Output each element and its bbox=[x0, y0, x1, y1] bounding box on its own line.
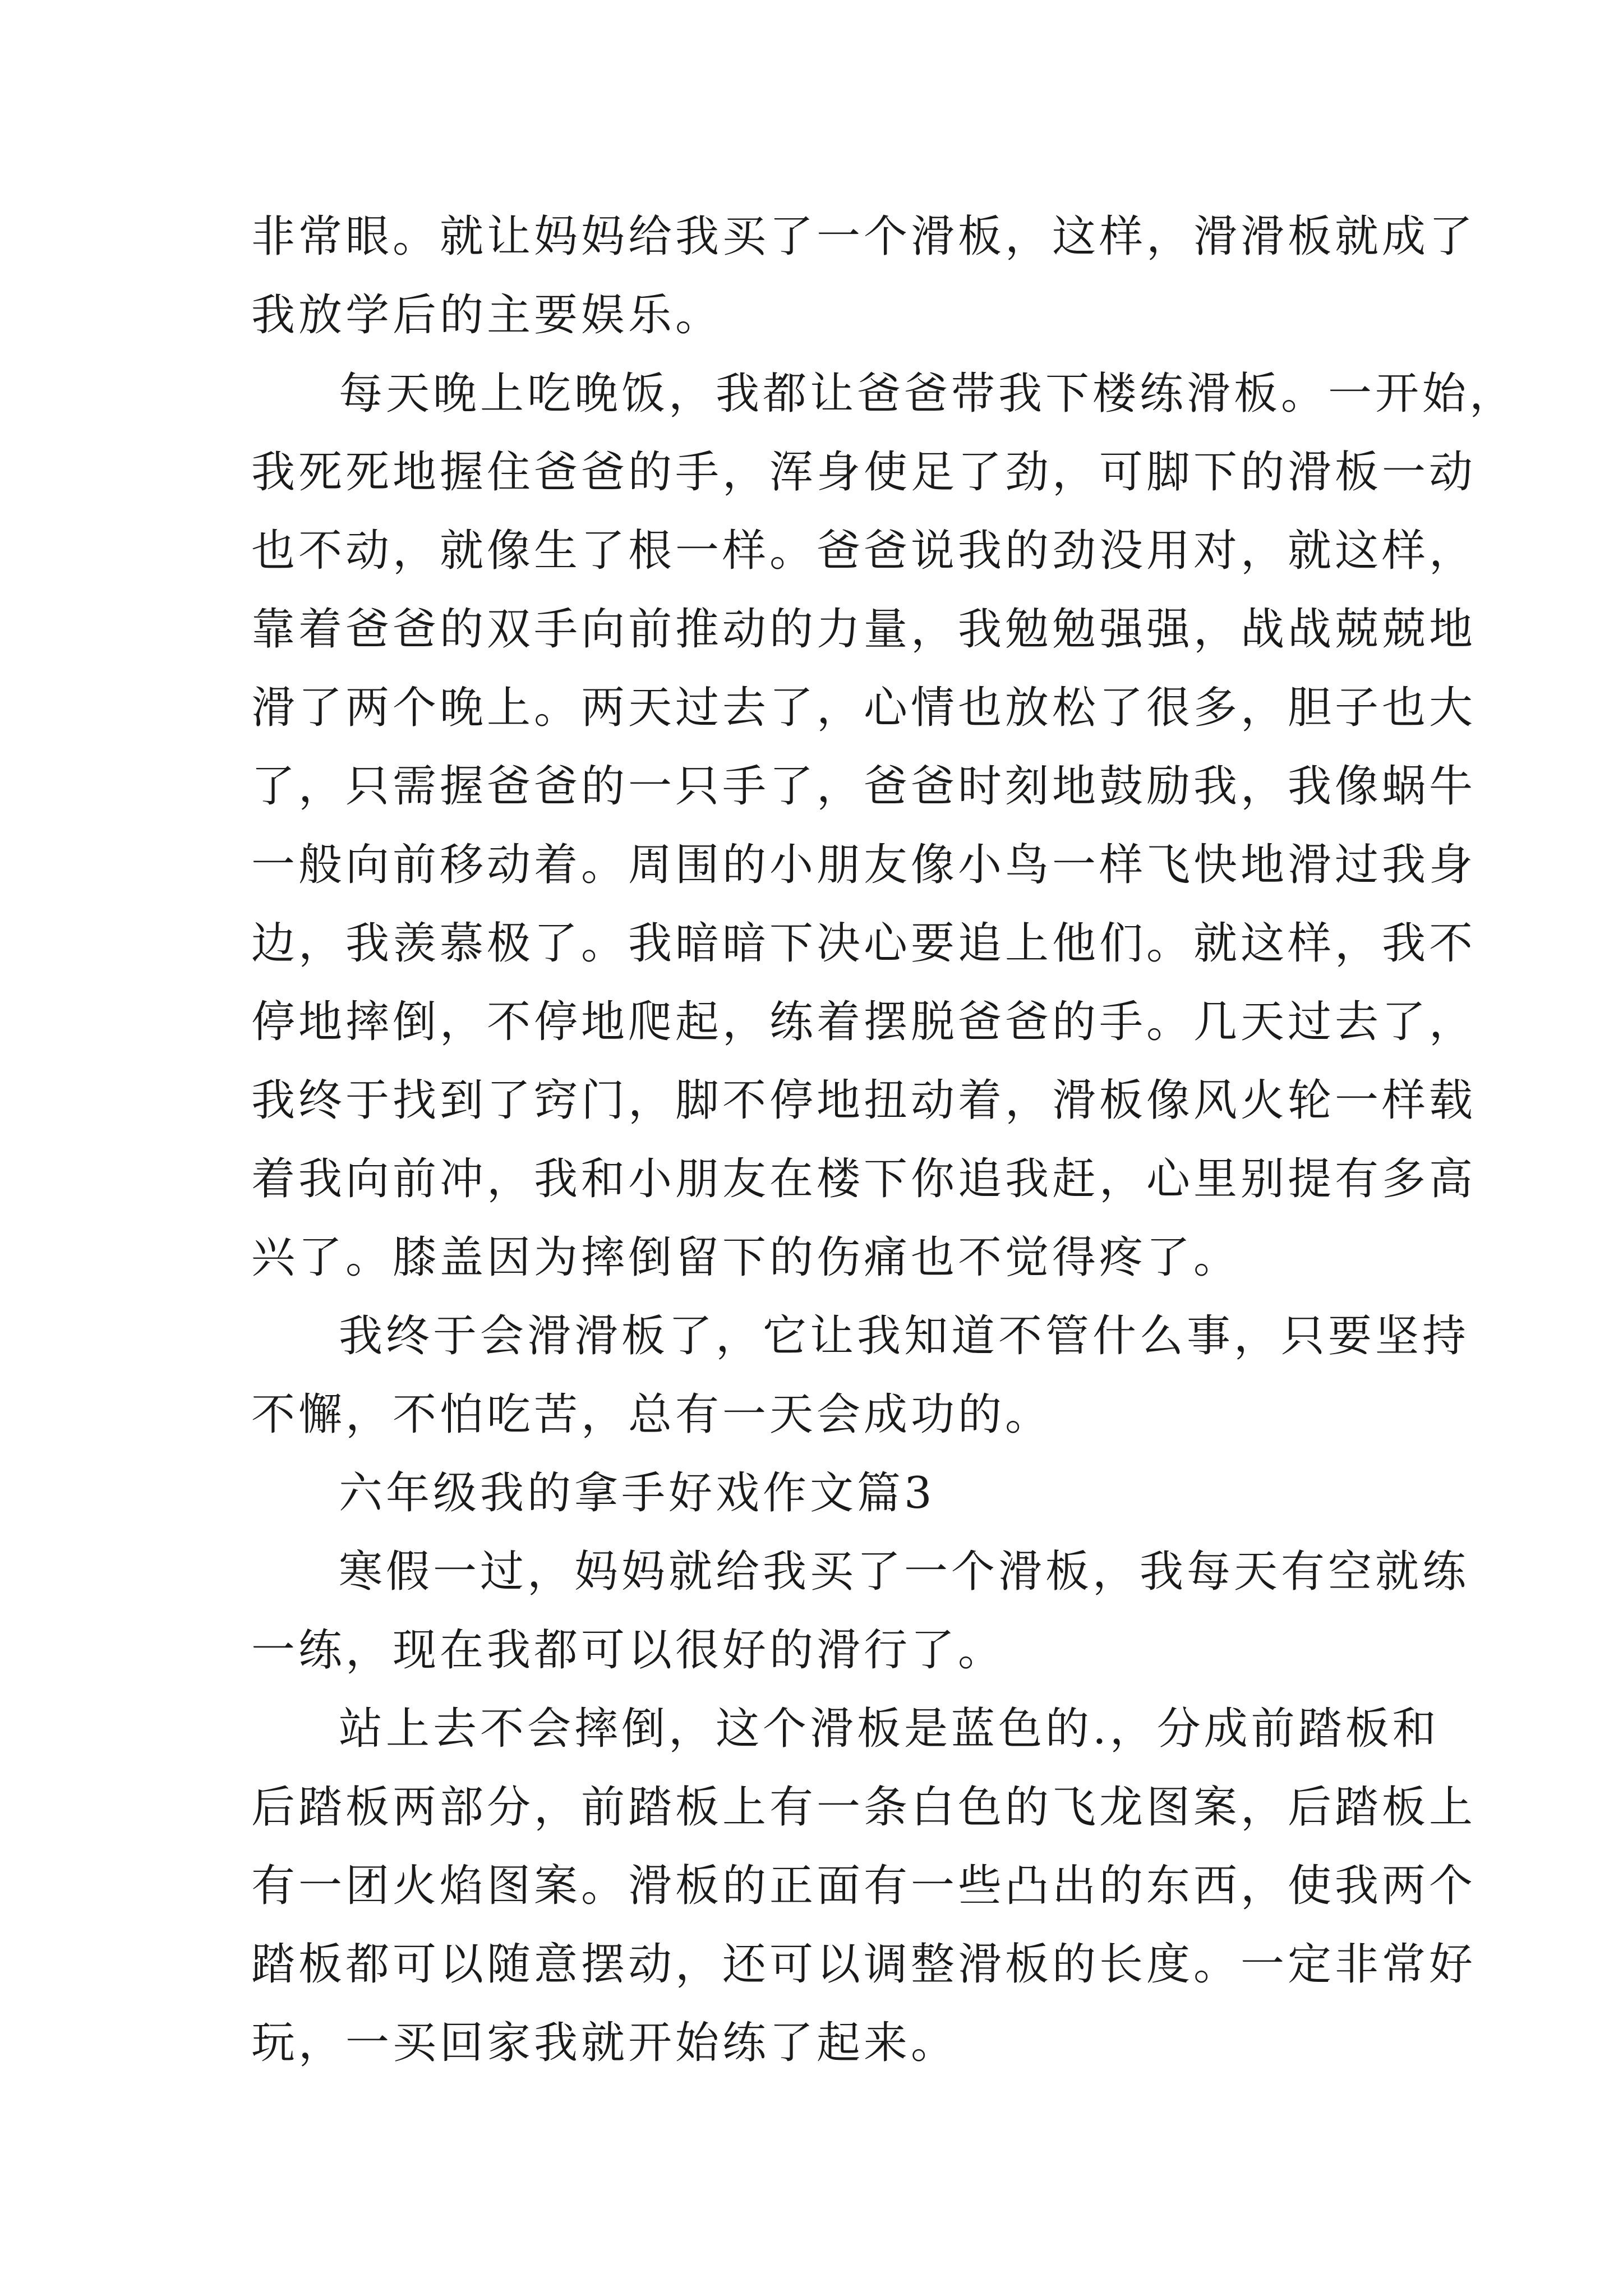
text-line: 后踏板两部分，前踏板上有一条白色的飞龙图案，后踏板上 bbox=[251, 1782, 1477, 1833]
text-line: 也不动，就像生了根一样。爸爸说我的劲没用对，就这样， bbox=[251, 526, 1477, 576]
text-line: 踏板都可以随意摆动，还可以调整滑板的长度。一定非常好 bbox=[251, 1939, 1477, 1990]
text-line: 了，只需握爸爸的一只手了，爸爸时刻地鼓励我，我像蜗牛 bbox=[251, 761, 1477, 812]
text-line: 靠着爸爸的双手向前推动的力量，我勉勉强强，战战兢兢地 bbox=[251, 604, 1477, 655]
text-line: 我死死地握住爸爸的手，浑身使足了劲，可脚下的滑板一动 bbox=[251, 447, 1477, 498]
text-line: 非常眼。就让妈妈给我买了一个滑板，这样，滑滑板就成了 bbox=[251, 211, 1477, 262]
text-line: 一般向前移动着。周围的小朋友像小鸟一样飞快地滑过我身 bbox=[251, 840, 1477, 890]
text-line: 我终于会滑滑板了，它让我知道不管什么事，只要坚持 bbox=[339, 1311, 1470, 1361]
text-line: 不懈，不怕吃苦，总有一天会成功的。 bbox=[251, 1389, 1053, 1440]
text-line: 滑了两个晚上。两天过去了，心情也放松了很多，胆子也大 bbox=[251, 683, 1477, 733]
text-line: 寒假一过，妈妈就给我买了一个滑板，我每天有空就练 bbox=[339, 1547, 1470, 1597]
text-line: 有一团火焰图案。滑板的正面有一些凸出的东西，使我两个 bbox=[251, 1861, 1477, 1911]
text-line: 一练，现在我都可以很好的滑行了。 bbox=[251, 1625, 1006, 1676]
text-line: 玩，一买回家我就开始练了起来。 bbox=[251, 2018, 958, 2068]
text-line: 边，我羡慕极了。我暗暗下决心要追上他们。就这样，我不 bbox=[251, 918, 1477, 969]
text-line: 站上去不会摔倒，这个滑板是蓝色的.，分成前踏板和 bbox=[339, 1704, 1440, 1754]
text-line: 兴了。膝盖因为摔倒留下的伤痛也不觉得疼了。 bbox=[251, 1232, 1241, 1283]
text-line: 着我向前冲，我和小朋友在楼下你追我赶，心里别提有多高 bbox=[251, 1154, 1477, 1204]
text-line: 我放学后的主要娱乐。 bbox=[251, 290, 723, 341]
text-line: 每天晚上吃晚饭，我都让爸爸带我下楼练滑板。一开始， bbox=[339, 369, 1517, 419]
text-line: 停地摔倒，不停地爬起，练着摆脱爸爸的手。几天过去了， bbox=[251, 997, 1477, 1047]
text-line: 六年级我的拿手好戏作文篇3 bbox=[339, 1468, 935, 1519]
text-line: 我终于找到了窍门，脚不停地扭动着，滑板像风火轮一样载 bbox=[251, 1075, 1477, 1126]
body-text bbox=[251, 197, 1517, 2082]
